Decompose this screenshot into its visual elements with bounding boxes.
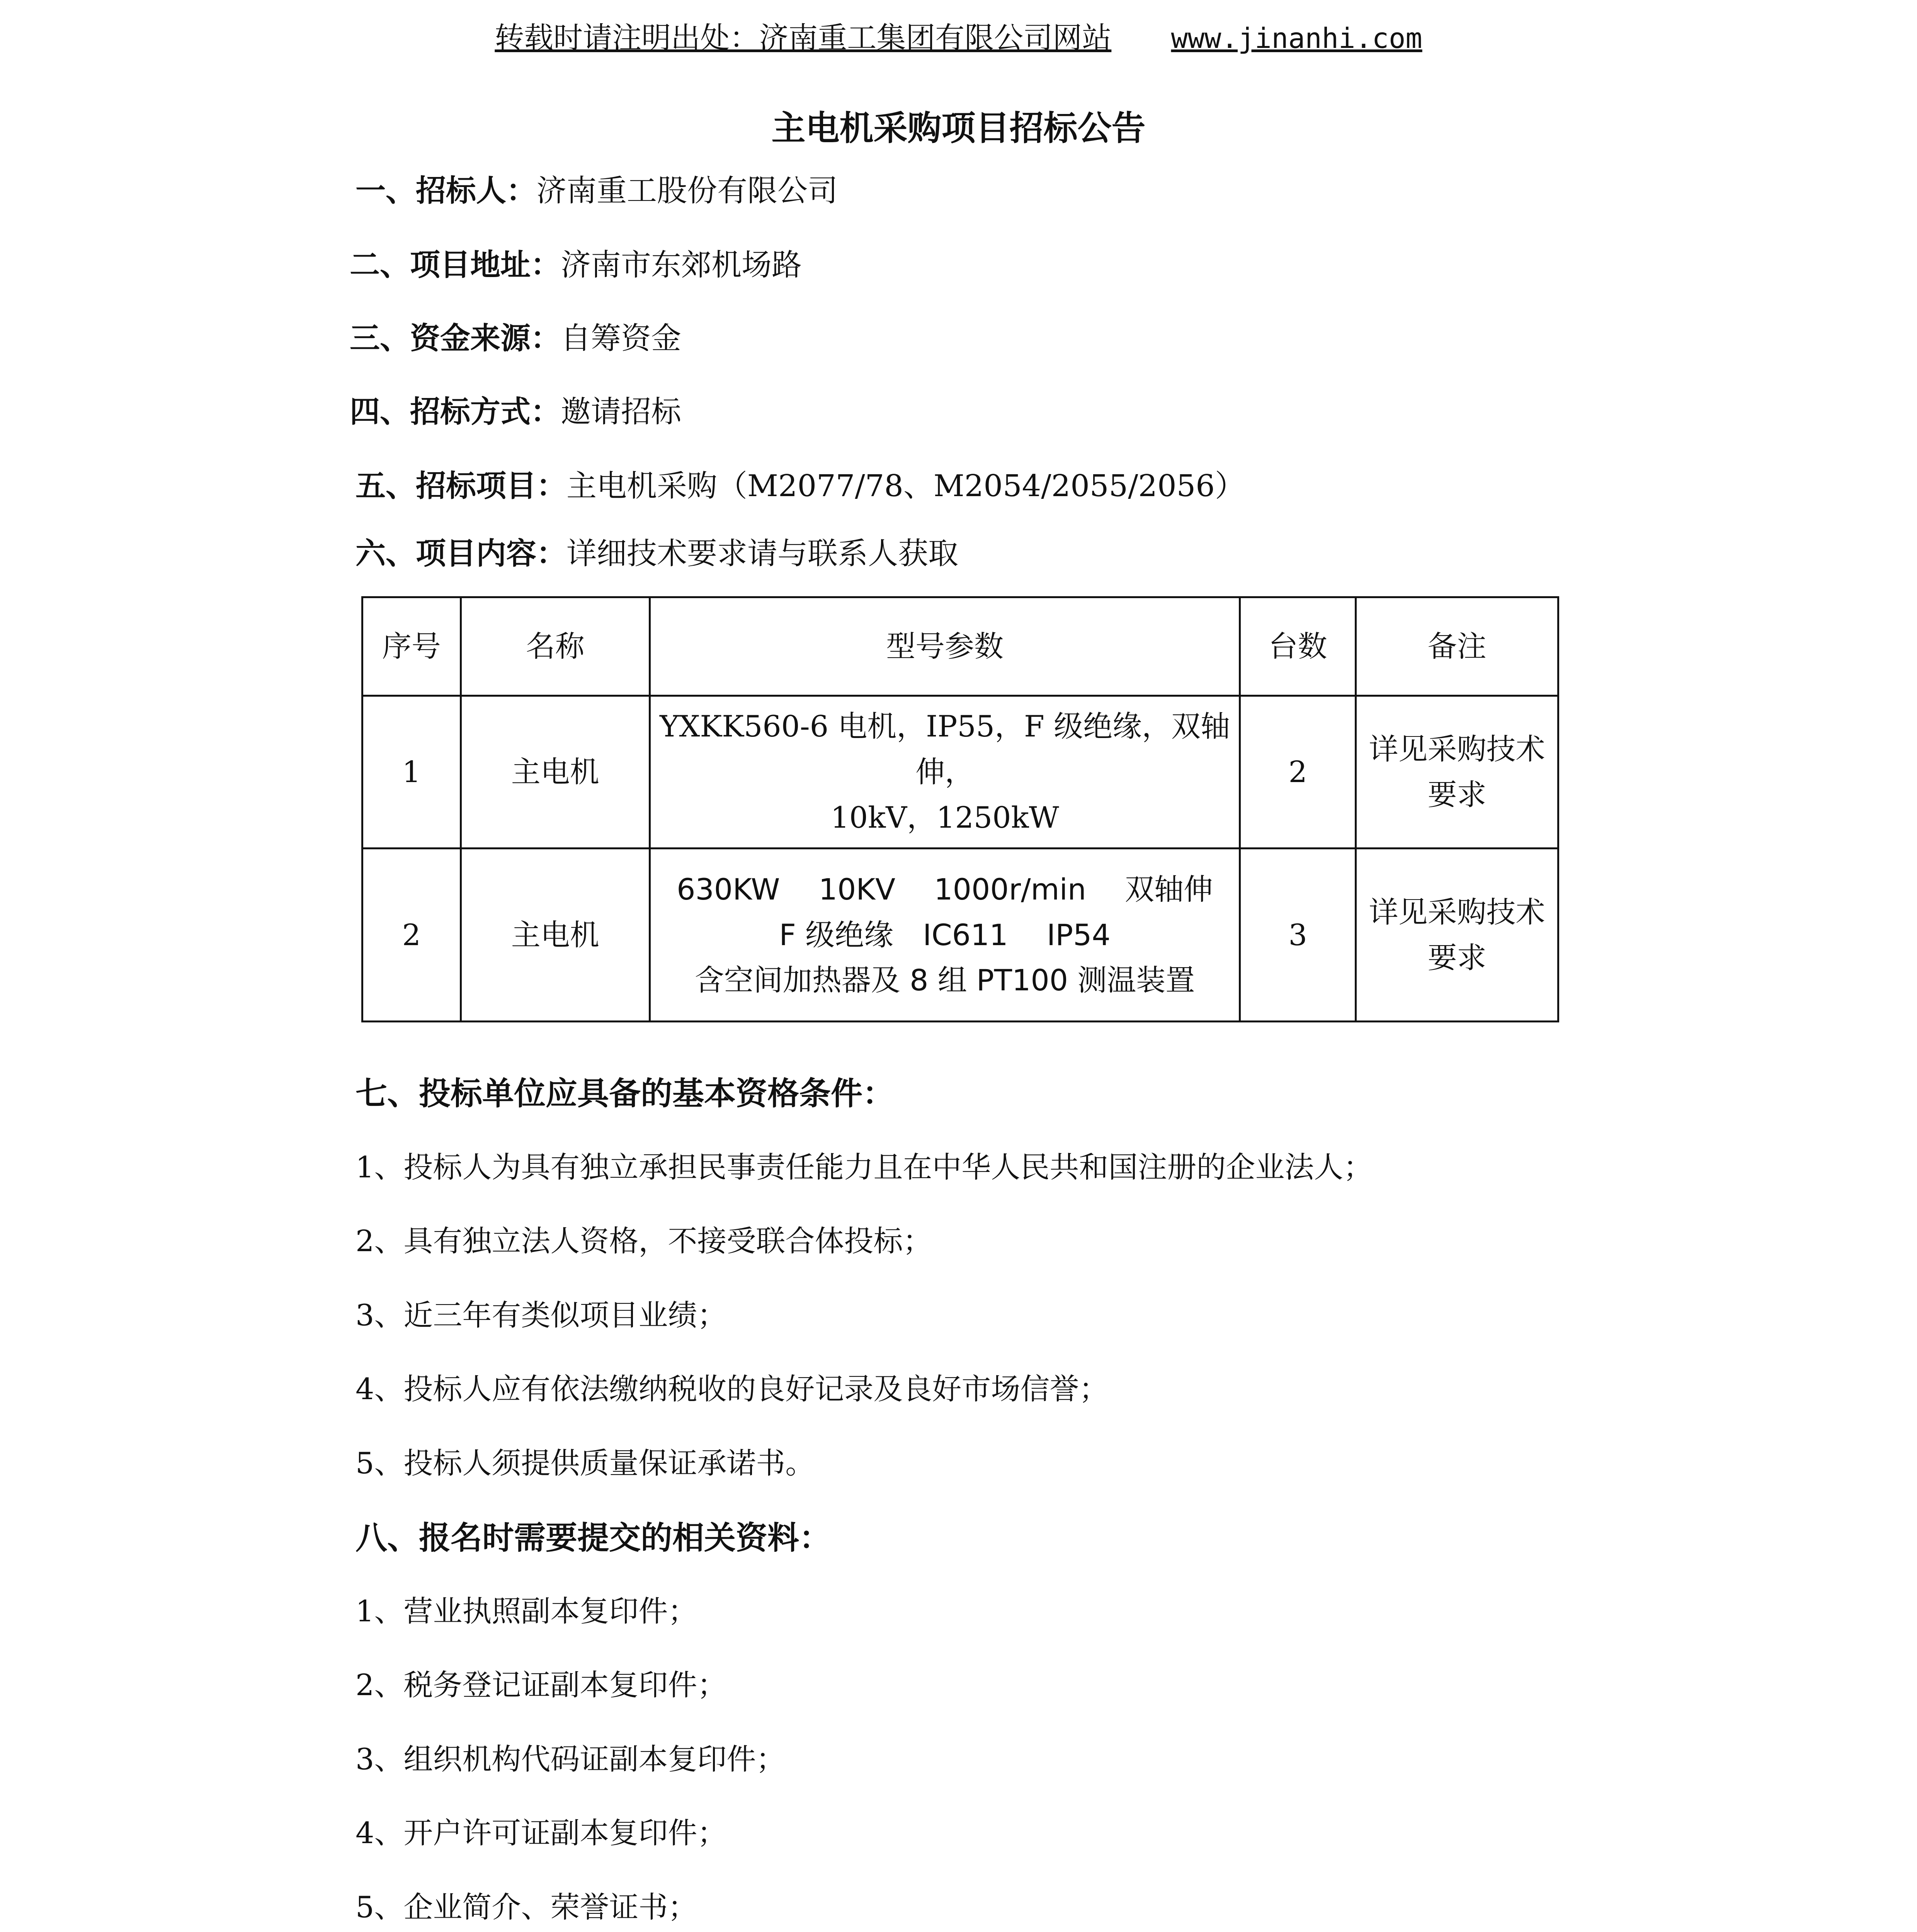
info-label: 四、招标方式： — [350, 395, 561, 429]
info-label: 三、资金来源： — [350, 321, 561, 356]
info-line-method — [350, 394, 681, 430]
table-header-row — [362, 597, 1558, 696]
header-cell-no: 序号 — [362, 597, 461, 696]
list-item: 2、具有独立法人资格，不接受联合体投标； — [356, 1224, 932, 1258]
spec-line: F 级绝缘 IC611 IP54 — [779, 917, 1111, 952]
info-label: 六、项目内容： — [356, 536, 567, 571]
list-item: 3、近三年有类似项目业绩； — [356, 1298, 727, 1332]
table-row — [362, 696, 1558, 849]
cell-spec — [650, 696, 1240, 849]
list-item: 2、税务登记证副本复印件； — [356, 1668, 727, 1702]
info-line-tenderer — [356, 173, 838, 209]
list-item: 3、组织机构代码证副本复印件； — [356, 1742, 786, 1776]
section-heading-materials: 八、报名时需要提交的相关资料： — [356, 1520, 831, 1556]
list-item: 4、投标人应有依法缴纳税收的良好记录及良好市场信誉； — [356, 1372, 1109, 1406]
info-label: 二、项目地址： — [350, 248, 561, 282]
header-cell-qty: 台数 — [1240, 597, 1356, 696]
spec-line: 10kV，1250kW — [830, 800, 1059, 835]
info-line-funding — [350, 321, 681, 357]
list-item: 4、开户许可证副本复印件； — [356, 1816, 727, 1850]
info-label: 一、招标人： — [356, 173, 537, 208]
header-cell-remark: 备注 — [1356, 597, 1558, 696]
remark-line: 要求 — [1427, 940, 1487, 975]
table-row — [362, 849, 1558, 1022]
remark-line: 详见采购技术 — [1369, 732, 1545, 767]
cell-name: 主电机 — [461, 696, 650, 849]
list-item: 5、企业简介、荣誉证书； — [356, 1890, 697, 1924]
info-line-content — [356, 536, 958, 572]
cell-spec — [650, 849, 1240, 1022]
info-value: 详细技术要求请与联系人获取 — [566, 536, 959, 571]
cell-no: 1 — [362, 696, 461, 849]
source-notice: 转载时请注明出处：济南重工集团有限公司网站 — [495, 20, 1112, 55]
list-item: 5、投标人须提供质量保证承诺书。 — [356, 1446, 815, 1480]
spec-line: 含空间加热器及 8 组 PT100 测温装置 — [694, 963, 1195, 998]
list-item: 1、投标人为具有独立承担民事责任能力且在中华人民共和国注册的企业法人； — [356, 1150, 1373, 1184]
info-value: 邀请招标 — [561, 395, 682, 429]
cell-qty: 2 — [1240, 696, 1356, 849]
cell-remark — [1356, 849, 1558, 1022]
info-label: 五、招标项目： — [356, 469, 567, 503]
cell-no: 2 — [362, 849, 461, 1022]
list-item: 1、营业执照副本复印件； — [356, 1594, 697, 1628]
remark-line: 要求 — [1427, 777, 1487, 812]
cell-qty: 3 — [1240, 849, 1356, 1022]
page-header — [0, 20, 1917, 55]
spec-line: YXKK560-6 电机，IP55，F 级绝缘，双轴伸， — [660, 709, 1230, 789]
spec-line: 630KW 10KV 1000r/min 双轴伸 — [677, 872, 1213, 906]
website-link[interactable]: www.jinanhi.com — [1171, 22, 1422, 54]
section-heading-qualifications: 七、投标单位应具备的基本资格条件： — [356, 1075, 895, 1112]
page-title: 主电机采购项目招标公告 — [771, 108, 1146, 148]
remark-line: 详见采购技术 — [1369, 895, 1545, 929]
info-value: 主电机采购（M2077/78、M2054/2055/2056） — [566, 469, 1245, 503]
info-value: 济南重工股份有限公司 — [536, 173, 838, 208]
info-value: 济南市东郊机场路 — [561, 248, 802, 282]
cell-name: 主电机 — [461, 849, 650, 1022]
info-value: 自筹资金 — [561, 321, 682, 356]
cell-remark — [1356, 696, 1558, 849]
spec-table — [361, 596, 1559, 1022]
info-line-project — [356, 468, 1245, 505]
header-cell-name: 名称 — [461, 597, 650, 696]
info-line-address — [350, 247, 802, 284]
header-cell-spec: 型号参数 — [650, 597, 1240, 696]
